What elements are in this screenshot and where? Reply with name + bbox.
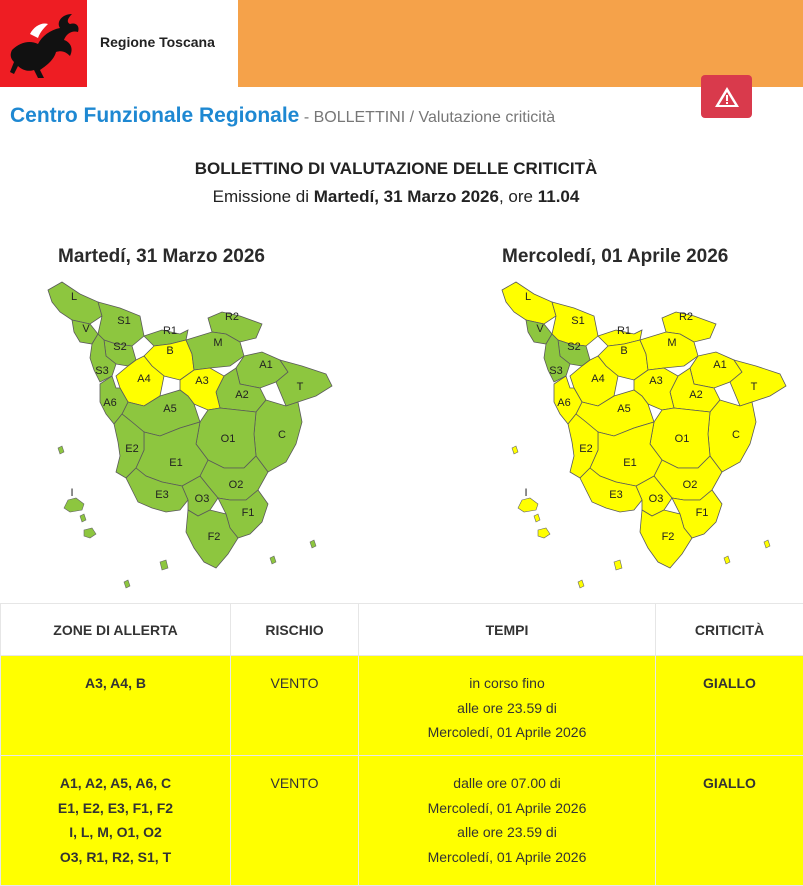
warning-triangle-icon <box>714 86 740 108</box>
page-title[interactable]: Centro Funzionale Regionale <box>10 104 300 127</box>
zones-cell <box>1 656 231 756</box>
zone-label-A4: A4 <box>591 373 605 385</box>
zone-label-S1: S1 <box>117 315 131 327</box>
zone-label-O3: O3 <box>194 493 210 505</box>
brand-name: Regione Toscana <box>100 34 215 50</box>
zone-label-A2: A2 <box>689 389 703 401</box>
emission-prefix: Emissione di <box>212 187 310 206</box>
table-row <box>1 756 803 886</box>
zone-label-A3: A3 <box>195 375 209 387</box>
risk-cell: VENTO <box>231 756 359 886</box>
header-times: TEMPI <box>359 604 656 656</box>
zone-label-R2: R2 <box>678 311 694 323</box>
zone-label-B: B <box>166 345 174 357</box>
times-line: Mercoledí, 01 Aprile 2026 <box>427 724 587 740</box>
zone-label-A5: A5 <box>163 403 177 415</box>
island-shape <box>160 560 168 570</box>
zone-label-R2: R2 <box>224 311 240 323</box>
times-line: in corso fino <box>469 675 545 691</box>
zone-label-A3: A3 <box>649 375 663 387</box>
emission-line <box>0 187 792 207</box>
brand-block[interactable] <box>0 0 238 87</box>
breadcrumb-separator: - <box>303 109 310 126</box>
zone-label-O3: O3 <box>648 493 664 505</box>
zone-label-S1: S1 <box>571 315 585 327</box>
zone-label-O2: O2 <box>228 479 244 491</box>
zone-label-E2: E2 <box>579 443 593 455</box>
table-row <box>1 656 803 756</box>
island-shape <box>534 514 540 522</box>
alert-button[interactable] <box>701 75 752 118</box>
times-line: alle ore 23.59 di <box>457 699 557 716</box>
zone-label-A1: A1 <box>259 359 273 371</box>
zone-label-M: M <box>213 337 223 349</box>
alert-map-tomorrow[interactable] <box>494 272 794 602</box>
breadcrumb <box>10 104 555 128</box>
zone-L[interactable] <box>48 282 102 324</box>
island-shape <box>578 580 584 588</box>
zone-L[interactable] <box>502 282 556 324</box>
zone-label-O1: O1 <box>220 433 236 445</box>
zone-label-I: I <box>70 487 74 499</box>
zone-label-E3: E3 <box>609 489 623 501</box>
zones-line: E1, E2, E3, F1, F2 <box>57 799 174 816</box>
times-line: alle ore 23.59 di <box>457 824 557 840</box>
zone-label-R1: R1 <box>162 325 178 337</box>
times-line: Mercoledí, 01 Aprile 2026 <box>427 799 587 816</box>
zone-label-L: L <box>70 291 78 303</box>
times-cell <box>359 756 656 886</box>
island-shape <box>764 540 770 548</box>
zone-I <box>64 498 84 512</box>
zone-label-A1: A1 <box>713 359 727 371</box>
zones-line: I, L, M, O1, O2 <box>69 824 162 840</box>
zone-label-O2: O2 <box>682 479 698 491</box>
zones-line: A3, A4, B <box>85 675 146 691</box>
island-shape <box>80 514 86 522</box>
pegasus-icon <box>0 0 87 87</box>
breadcrumb-path[interactable]: BOLLETTINI / Valutazione criticità <box>313 109 556 126</box>
island-shape <box>58 446 64 454</box>
zone-label-E1: E1 <box>623 457 637 469</box>
zone-label-F1: F1 <box>241 507 255 519</box>
zone-label-F2: F2 <box>207 531 221 543</box>
zone-label-A6: A6 <box>103 397 117 409</box>
zone-label-S2: S2 <box>113 341 127 353</box>
zone-label-L: L <box>524 291 532 303</box>
zone-label-E1: E1 <box>169 457 183 469</box>
times-line: Mercoledí, 01 Aprile 2026 <box>427 848 587 865</box>
zone-T[interactable] <box>276 360 332 406</box>
zone-label-V: V <box>536 323 544 335</box>
zone-label-F2: F2 <box>661 531 675 543</box>
island-shape <box>614 560 622 570</box>
zones-cell <box>1 756 231 886</box>
island-shape <box>538 528 550 538</box>
map-date-label-2: Mercoledí, 01 Aprile 2026 <box>502 246 729 267</box>
zone-label-B: B <box>620 345 628 357</box>
island-shape <box>724 556 730 564</box>
zone-label-E3: E3 <box>155 489 169 501</box>
zone-label-S3: S3 <box>95 365 109 377</box>
zone-T[interactable] <box>730 360 786 406</box>
risk-cell: VENTO <box>231 656 359 756</box>
zone-label-F1: F1 <box>695 507 709 519</box>
island-shape <box>124 580 130 588</box>
alert-map-today[interactable] <box>40 272 340 602</box>
zone-label-C: C <box>732 429 740 441</box>
header-risk: RISCHIO <box>231 604 359 656</box>
island-shape <box>84 528 96 538</box>
times-cell <box>359 656 656 756</box>
zone-label-O1: O1 <box>674 433 690 445</box>
header-zones: ZONE DI ALLERTA <box>1 604 231 656</box>
times-line: dalle ore 07.00 di <box>453 775 561 791</box>
zone-label-A4: A4 <box>137 373 151 385</box>
map-date-label-1: Martedí, 31 Marzo 2026 <box>58 246 265 267</box>
criticality-cell: GIALLO <box>656 656 803 756</box>
header-criticality: CRITICITÀ <box>656 604 803 656</box>
zone-I <box>518 498 538 512</box>
zone-label-M: M <box>667 337 677 349</box>
zone-label-C: C <box>278 429 286 441</box>
emission-date: Martedí, 31 Marzo 2026 <box>313 187 499 206</box>
island-shape <box>270 556 276 564</box>
zone-label-I: I <box>524 487 528 499</box>
zone-label-R1: R1 <box>616 325 632 337</box>
zone-label-S2: S2 <box>567 341 581 353</box>
island-shape <box>512 446 518 454</box>
criticality-cell: GIALLO <box>656 756 803 886</box>
emission-time: 11.04 <box>537 187 580 206</box>
zone-label-A6: A6 <box>557 397 571 409</box>
zone-label-E2: E2 <box>125 443 139 455</box>
zone-label-S3: S3 <box>549 365 563 377</box>
bulletin-title: BOLLETTINO DI VALUTAZIONE DELLE CRITICITÀ <box>194 159 598 178</box>
zone-label-A5: A5 <box>617 403 631 415</box>
zone-label-T: T <box>750 381 758 393</box>
zone-label-A2: A2 <box>235 389 249 401</box>
emission-mid: , ore <box>498 187 533 206</box>
island-shape <box>310 540 316 548</box>
criticality-table <box>0 603 803 886</box>
zones-line: O3, R1, R2, S1, T <box>59 848 172 865</box>
zones-line: A1, A2, A5, A6, C <box>59 775 172 791</box>
zone-label-V: V <box>82 323 90 335</box>
zone-label-T: T <box>296 381 304 393</box>
